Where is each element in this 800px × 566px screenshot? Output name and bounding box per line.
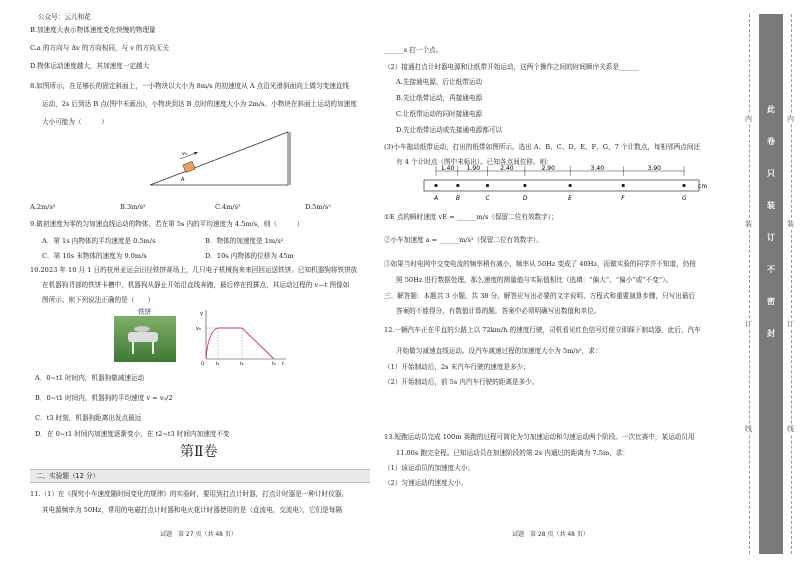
tape-label-e: E	[568, 195, 572, 202]
left-page	[30, 0, 370, 566]
q11-part3-2: 有 4 个计时点（图中未标出）。已知各点间位移。则：	[396, 158, 553, 166]
header-note: 公众号：云儿和花	[38, 13, 91, 21]
section3: 三、解答题：本题共 3 小题，共 38 分。解答应写出必要的文字说明、方程式和重要演算步骤，只写出最后	[384, 292, 696, 300]
q11-continuation: ______s 打一个点。	[384, 46, 443, 54]
q8-option-d: D.5m/s²	[305, 203, 331, 211]
svg-text:v₀: v₀	[196, 326, 201, 332]
q11-e-velocity: ①E 点的瞬时速度 vE = ______m/s（保留二位有效数字）；	[384, 213, 558, 221]
q9-stem: 9.做初速度为零的匀加速直线运动的物体，若在第 5s 内的平均速度为 4.5m/s，则（ ）	[30, 220, 304, 228]
q13-stem: 13.短跑运动员完成 100m 赛跑的过程可简化为匀加速运动和匀速运动两个阶段。一次比赛中，某运动员用	[384, 433, 695, 441]
q7-option-b: B.加速度大表示物体速度变化快慢的物理量	[30, 26, 156, 34]
q8-stem: 8.如图所示，在足够长的固定斜面上，一小物块以大小为 8m/s 的初速度从 A 点沿光滑斜面向上做匀变速直线	[30, 82, 350, 90]
tape-point-e	[569, 184, 572, 187]
q10-option-b: B．0~t1 时间内，机器狗的平均速度 v = v₀/2	[35, 394, 173, 402]
section2-label: 二、实验题（12 分）	[36, 472, 100, 480]
robot-dog-photo	[114, 316, 176, 362]
tape-label-a: A	[434, 195, 439, 202]
svg-text:v: v	[200, 311, 203, 317]
q13-stem-2: 11.00s 跑完全程。已知运动员在加速阶段的第 2s 内通过的距离为 7.5m，求：	[396, 449, 629, 457]
vt-graph	[194, 307, 289, 365]
svg-text:O: O	[201, 362, 205, 367]
svg-text:t₁: t₁	[216, 362, 220, 367]
svg-text:t₃: t₃	[272, 362, 276, 367]
binding-strip: 此 卷 只 装 订 不 密 封 内 装 订 线 内 装 订 线	[733, 14, 799, 554]
tape-point-g	[682, 184, 685, 187]
footer-left: 试题 第 27 页（共 48 页）	[160, 531, 237, 538]
q10-stem: 10.2023 年 10 月 1 日的杭州亚运会田径铁饼赛场上，几只电子机械狗来来回回运送铁饼。已知机器狗将铁饼放	[30, 266, 358, 274]
paper-tape	[424, 164, 708, 204]
q12-stem: 12.一辆汽车正在平直的公路上以 72km/h 的速度行驶，司机看见红色信号灯便立即踩下制动器，此后，汽车	[384, 326, 701, 334]
tape-segment-label: 3.40	[590, 165, 605, 172]
right-page	[384, 0, 730, 566]
q10-option-a: A．0~t1 时间内，机器狗做减速运动	[35, 374, 145, 382]
tape-point-a	[434, 184, 437, 187]
discus	[134, 326, 150, 332]
q7-option-c: C.a 的方向与 Δv 的方向相同，与 v 的方向无关	[30, 44, 170, 52]
q11-part2-option-b: B.先让纸带运动，再接通电源	[396, 94, 483, 102]
q10-stem-3: 图所示。则下列说法正确的是（ ）	[42, 296, 155, 304]
q11-part2-option-d: D.先让纸带运动或先接通电源都可以	[396, 126, 503, 134]
q11-part2: （2）接通打点计时器电源和让纸带开始运动，这两个操作之间的时间顺序关系是______	[384, 63, 639, 71]
tape-strip	[424, 180, 699, 191]
q10-option-c: C．t3 时刻，机器狗距离出发点最远	[35, 414, 142, 422]
q8-stem-3: 大小可能为（ ）	[42, 118, 108, 126]
incline-figure	[148, 128, 293, 190]
q12-stem-2: 开始做匀减速直线运动。设汽车减速过程的加速度大小为 5m/s²，求：	[396, 347, 602, 355]
strip-box: 此 卷 只 装 订 不 密 封	[759, 14, 783, 554]
q11-frequency: ③如果当时电网中交变电流的频率稍有减小，频率从 50Hz 变成了 40Hz，而做实验的同学并不知道，仍按	[384, 260, 696, 268]
q9-option-c: C．第 10s 末物体的速度为 9.0m/s	[42, 252, 147, 260]
v0-label: v₀	[182, 151, 187, 157]
q8-option-a: A.2m/s²	[30, 203, 56, 211]
tape-segment-label: 3.90	[647, 165, 661, 172]
q13-part2: （2）匀速运动的速度大小。	[384, 479, 468, 487]
q11-acceleration: ②小车加速度 a = ______m/s²（保留二位有效数字）。	[384, 236, 543, 244]
accel-curve	[206, 328, 218, 359]
tape-point-f	[622, 184, 625, 187]
footer-right: 试题 第 28 页（共 48 页）	[512, 531, 589, 538]
point-a-label: A	[181, 177, 185, 183]
tape-label-c: C	[485, 195, 490, 202]
dash-line-left	[749, 14, 750, 554]
section2-bar	[30, 469, 370, 483]
q11-stem-2: 其电源频率为 50Hz，常用的电磁打点计时器和电火花计时器使用的是（直流电，交流电），它们是每隔	[42, 506, 342, 514]
q13-part1: （1）该运动员的加速度大小；	[384, 464, 474, 472]
q9-option-a: A．第 1s 内物体的平均速度是 0.5m/s	[42, 237, 156, 245]
tape-segment-label: 1.40	[440, 165, 455, 172]
q9-option-b: B．物体的加速度是 1m/s²	[205, 237, 284, 245]
q8-option-b: B.3m/s²	[120, 203, 146, 211]
q7-option-d: D.物体运动速度越大，其加速度一定越大	[30, 62, 150, 70]
q12-part1: （1）开始制动后，2s 末汽车行驶的速度是多少；	[384, 363, 530, 371]
q11-part2-option-a: A.先接通电源，后让纸带运动	[396, 78, 482, 86]
tape-segment-label: 2.90	[541, 165, 555, 172]
photo-label: 铁饼	[138, 308, 152, 316]
tape-segment-label: 2.40	[500, 165, 514, 172]
q11-stem: 11.（1）在《探究小车速度随时间变化的规律》的实验时，要用到打点计时器，打点计时器是一种计时仪器，	[30, 490, 348, 498]
dash-line-right	[791, 14, 792, 554]
tape-segment-label: 1.90	[466, 165, 481, 172]
q10-stem-2: 在机器狗背部的铁饼卡槽中，机器狗从静止开始沿直线奔跑，最后停在投掷点，其运动过程的 v—t 图像如	[42, 281, 350, 289]
q12-part2: （2）开始制动后，前 5s 内汽车行驶的距离是多少。	[384, 378, 539, 386]
tape-point-c	[486, 184, 489, 187]
q11-frequency-2: 照 50Hz 进行数据处理，那么速度的测量值与实际值相比（选填：“偏大”、“偏小”或“不变”）。	[396, 276, 673, 284]
tape-label-g: G	[682, 195, 687, 202]
tape-label-f: F	[621, 195, 625, 202]
block	[183, 161, 195, 172]
q11-part3: (3)小车拖动纸带运动，打出的纸带如图所示。选出 A、B、C、D、E、F、G，7 个计数点，每相邻两点间还	[384, 143, 701, 151]
robot-body	[128, 332, 158, 342]
tape-label-b: B	[455, 195, 460, 202]
tape-point-b	[456, 184, 459, 187]
q9-option-d: D．10s 内物体的位移为 45m	[205, 252, 294, 260]
tape-point-d	[523, 184, 526, 187]
svg-text:t: t	[282, 362, 284, 367]
decel-segment	[242, 328, 274, 359]
tape-label-d: D	[522, 195, 528, 202]
section3-2: 答案的不能得分，有数值计算的题，答案中必须明确写出数值和单位。	[396, 307, 601, 315]
q8-stem-2: 运动，2s 后到达 B 点(图中未画出)，小物块到达 B 点时的速度大小为 2m/s。小物块在斜面上运动的加速度	[42, 100, 357, 108]
tape-unit: cm	[698, 183, 708, 190]
svg-text:t₂: t₂	[240, 362, 244, 367]
q8-option-c: C.4m/s²	[215, 203, 241, 211]
q10-option-d: D．在 0~t1 时间内加速度逐渐变小，在 t2~t3 时间内加速度不变	[35, 430, 230, 438]
q11-part2-option-c: C.让纸带运动的同时接通电源	[396, 110, 483, 118]
part2-title: 第Ⅱ卷	[180, 444, 218, 460]
incline-triangle	[150, 132, 288, 185]
